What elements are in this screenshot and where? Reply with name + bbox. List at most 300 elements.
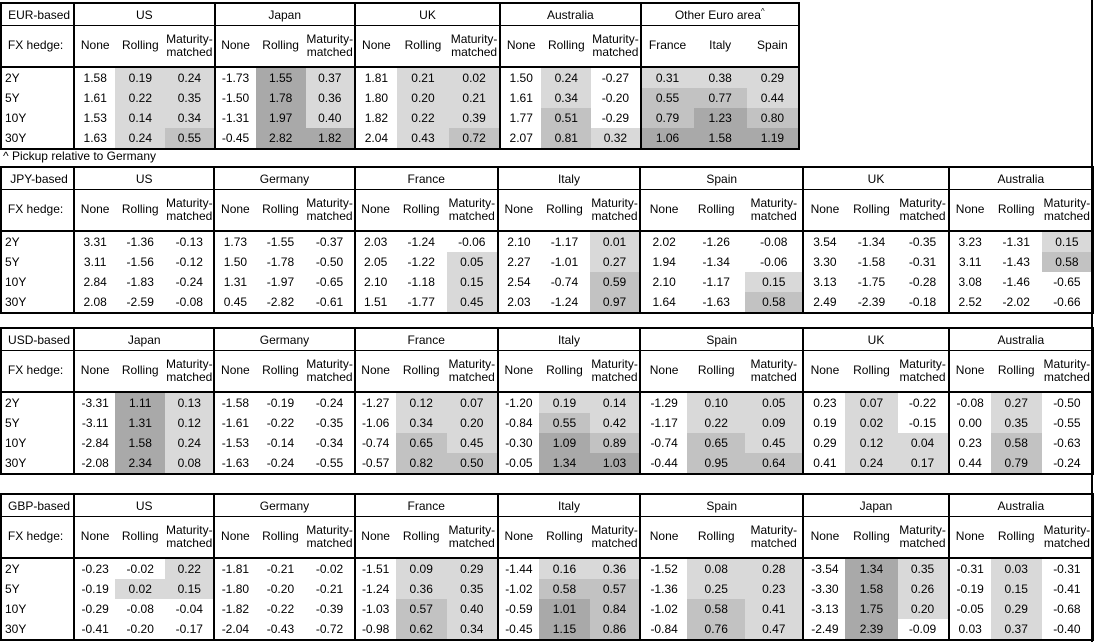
value-cell: 0.17 — [898, 453, 949, 474]
value-cell: 0.89 — [590, 433, 640, 453]
value-cell: 2.10 — [640, 272, 687, 292]
value-cell: 0.12 — [165, 413, 214, 433]
value-cell: -0.74 — [640, 433, 687, 453]
value-cell: 0.40 — [306, 108, 355, 128]
base-label: GBP-based — [1, 494, 74, 517]
value-cell: 0.09 — [745, 413, 803, 433]
value-cell: 0.32 — [591, 128, 640, 149]
tenor-row-label: 30Y — [5, 295, 27, 309]
hedge-col-header: Maturity-matched — [590, 351, 640, 393]
value-cell: -0.08 — [949, 392, 991, 413]
value-cell: 1.31 — [214, 272, 255, 292]
value-cell: -0.13 — [165, 231, 214, 252]
value-cell: 0.29 — [803, 433, 845, 453]
value-cell: 0.44 — [747, 88, 799, 108]
value-cell: 0.22 — [397, 108, 449, 128]
tenor-row-label: 30Y — [5, 131, 27, 145]
value-cell: 1.31 — [115, 413, 165, 433]
value-cell: 1.58 — [845, 579, 897, 599]
value-cell: 0.27 — [590, 252, 640, 272]
value-cell: 0.45 — [447, 292, 498, 313]
tenor-row-label: 5Y — [5, 582, 20, 596]
hedge-col-header: None — [355, 351, 396, 393]
tenor-row-label: 30Y — [5, 622, 27, 636]
value-cell: -0.31 — [898, 252, 949, 272]
value-cell: 0.15 — [991, 579, 1042, 599]
hedge-col-header: None — [640, 517, 687, 559]
value-cell: -0.18 — [898, 292, 949, 313]
value-cell: -1.55 — [255, 231, 305, 252]
value-cell: 0.47 — [745, 619, 803, 640]
tenor-row-label: 2Y — [5, 396, 20, 410]
value-cell: 0.45 — [214, 292, 255, 313]
value-cell: 1.11 — [115, 392, 165, 413]
hedge-col-header: Maturity-matched — [745, 351, 803, 393]
value-cell: 0.24 — [541, 67, 591, 88]
value-cell: -0.08 — [115, 599, 165, 619]
value-cell: -0.22 — [898, 392, 949, 413]
hedge-col-header: None — [803, 190, 845, 232]
value-cell: -0.35 — [898, 231, 949, 252]
footnote: ^ Pickup relative to Germany — [3, 149, 157, 163]
country-header: US — [74, 3, 214, 26]
fx-hedge-label: FX hedge: — [1, 351, 74, 393]
value-cell: 0.07 — [845, 392, 897, 413]
value-cell: 1.34 — [845, 558, 897, 579]
tenor-row-label: 10Y — [5, 602, 27, 616]
hedge-col-header: Maturity-matched — [745, 190, 803, 232]
hedge-col-header: Maturity-matched — [898, 351, 949, 393]
value-cell: 0.34 — [447, 619, 498, 640]
value-cell: -1.24 — [396, 231, 447, 252]
value-cell: 1.19 — [747, 128, 799, 149]
value-cell: 3.54 — [803, 231, 845, 252]
value-cell: 0.26 — [898, 579, 949, 599]
value-cell: 1.15 — [539, 619, 590, 640]
value-cell: 3.11 — [949, 252, 991, 272]
value-cell: 1.51 — [355, 292, 396, 313]
value-cell: -0.19 — [949, 579, 991, 599]
hedge-col-header: Rolling — [539, 190, 590, 232]
value-cell: 0.14 — [115, 108, 165, 128]
value-cell: 0.86 — [590, 619, 640, 640]
country-header: Spain — [640, 328, 803, 351]
value-cell: 0.00 — [949, 413, 991, 433]
value-cell: 0.57 — [590, 579, 640, 599]
value-cell: -0.59 — [498, 599, 539, 619]
value-cell: 0.36 — [396, 579, 447, 599]
value-cell: 0.02 — [115, 579, 165, 599]
country-header: US — [74, 167, 214, 190]
value-cell: -1.29 — [640, 392, 687, 413]
value-cell: -0.19 — [255, 392, 305, 413]
value-cell: 1.23 — [694, 108, 747, 128]
value-cell: -0.37 — [305, 231, 354, 252]
hedge-col-header: Maturity-matched — [1042, 517, 1093, 559]
country-header: Germany — [214, 494, 354, 517]
hedge-col-header: None — [74, 190, 115, 232]
hedge-col-header: Rolling — [397, 26, 449, 68]
hedge-col-header: Rolling — [255, 190, 305, 232]
value-cell: 0.57 — [396, 599, 447, 619]
value-cell: 0.43 — [397, 128, 449, 149]
table-row — [1, 252, 1093, 272]
country-header: Japan — [803, 494, 948, 517]
value-cell: 1.82 — [355, 108, 397, 128]
value-cell: 0.15 — [745, 272, 803, 292]
hedge-col-header: None — [949, 190, 991, 232]
value-cell: 1.09 — [539, 433, 590, 453]
hedge-col-header: None — [214, 351, 255, 393]
hedge-col-header: Maturity-matched — [447, 190, 498, 232]
country-header: Italy — [498, 494, 640, 517]
value-cell: 0.59 — [590, 272, 640, 292]
value-cell: -0.20 — [115, 619, 165, 640]
hedge-col-header: Rolling — [991, 517, 1042, 559]
value-cell: 1.50 — [214, 252, 255, 272]
value-cell: -0.06 — [447, 231, 498, 252]
tenor-row-label: 10Y — [5, 111, 27, 125]
value-cell: -0.41 — [74, 619, 115, 640]
tenor-row-label: 2Y — [5, 235, 20, 249]
value-cell: 1.06 — [641, 128, 694, 149]
hedge-col-header: Maturity-matched — [590, 190, 640, 232]
value-cell: -1.73 — [215, 67, 256, 88]
value-cell: -1.01 — [539, 252, 590, 272]
value-cell: -0.45 — [215, 128, 256, 149]
value-cell: -0.02 — [115, 558, 165, 579]
value-cell: 0.50 — [447, 453, 498, 474]
value-cell: 3.08 — [949, 272, 991, 292]
base-label: JPY-based — [1, 167, 74, 190]
value-cell: -3.54 — [803, 558, 845, 579]
value-cell: 0.35 — [991, 413, 1042, 433]
value-cell: 0.20 — [397, 88, 449, 108]
value-cell: -1.43 — [991, 252, 1042, 272]
value-cell: 0.81 — [541, 128, 591, 149]
country-header: Spain — [640, 494, 803, 517]
value-cell: 0.58 — [687, 599, 745, 619]
table-row — [1, 108, 799, 128]
value-cell: 0.41 — [745, 599, 803, 619]
value-cell: 2.82 — [256, 128, 306, 149]
hedge-col-header: Maturity-matched — [898, 517, 949, 559]
value-cell: 0.22 — [687, 413, 745, 433]
value-cell: 2.49 — [803, 292, 845, 313]
value-cell: -0.08 — [165, 292, 214, 313]
value-cell: -0.08 — [745, 231, 803, 252]
value-cell: 0.08 — [687, 558, 745, 579]
value-cell: -0.68 — [1042, 599, 1093, 619]
value-cell: -0.23 — [74, 558, 115, 579]
value-cell: 0.12 — [396, 392, 447, 413]
country-header: Italy — [498, 328, 640, 351]
value-cell: 0.21 — [397, 67, 449, 88]
hedge-col-header: Maturity-matched — [165, 26, 214, 68]
value-cell: -1.24 — [355, 579, 396, 599]
value-cell: 1.82 — [306, 128, 355, 149]
value-cell: 0.45 — [447, 433, 498, 453]
hedge-col-header: Rolling — [687, 517, 745, 559]
value-cell: 0.23 — [949, 433, 991, 453]
value-cell: -0.50 — [1042, 392, 1093, 413]
value-cell: 2.52 — [949, 292, 991, 313]
value-cell: 0.29 — [447, 558, 498, 579]
footnote-marker: ^ — [760, 6, 765, 16]
value-cell: 0.84 — [590, 599, 640, 619]
value-cell: -1.27 — [355, 392, 396, 413]
value-cell: 0.29 — [747, 67, 799, 88]
value-cell: 0.19 — [539, 392, 590, 413]
hedge-col-header: Rolling — [115, 517, 165, 559]
country-header: France — [355, 328, 498, 351]
tenor-row-label: 10Y — [5, 275, 27, 289]
hedge-col-header: Rolling — [687, 190, 745, 232]
value-cell: 0.03 — [949, 619, 991, 640]
value-cell: -0.06 — [745, 252, 803, 272]
value-cell: 0.62 — [396, 619, 447, 640]
value-cell: 0.35 — [447, 579, 498, 599]
value-cell: 0.08 — [165, 453, 214, 474]
tenor-row-label: 5Y — [5, 91, 20, 105]
value-cell: -0.72 — [305, 619, 354, 640]
value-cell: 0.72 — [449, 128, 500, 149]
value-cell: 0.45 — [745, 433, 803, 453]
country-header: UK — [355, 3, 500, 26]
value-cell: 2.10 — [355, 272, 396, 292]
value-cell: 0.16 — [539, 558, 590, 579]
value-cell: -1.24 — [539, 292, 590, 313]
value-cell: -1.26 — [687, 231, 745, 252]
value-cell: 1.73 — [214, 231, 255, 252]
table-row — [1, 392, 1093, 413]
value-cell: 1.75 — [845, 599, 897, 619]
value-cell: -1.36 — [640, 579, 687, 599]
value-cell: 1.78 — [256, 88, 306, 108]
value-cell: 0.64 — [745, 453, 803, 474]
value-cell: -1.78 — [255, 252, 305, 272]
value-cell: 0.37 — [991, 619, 1042, 640]
value-cell: -1.63 — [214, 453, 255, 474]
hedge-col-header: Rolling — [539, 351, 590, 393]
value-cell: -0.24 — [165, 272, 214, 292]
tenor-row-label: 10Y — [5, 436, 27, 450]
value-cell: -0.09 — [898, 619, 949, 640]
hedge-col-header: Rolling — [687, 351, 745, 393]
table-row — [1, 67, 799, 88]
hedge-col-header: None — [74, 517, 115, 559]
value-cell: -1.58 — [214, 392, 255, 413]
country-header: UK — [803, 328, 948, 351]
value-cell: 1.53 — [74, 108, 115, 128]
value-cell: -1.53 — [214, 433, 255, 453]
value-cell: 0.24 — [115, 128, 165, 149]
value-cell: -1.02 — [640, 599, 687, 619]
value-cell: 0.27 — [991, 392, 1042, 413]
value-cell: -0.55 — [305, 453, 354, 474]
value-cell: 1.64 — [640, 292, 687, 313]
value-cell: -0.50 — [305, 252, 354, 272]
value-cell: -1.06 — [355, 413, 396, 433]
value-cell: -0.40 — [1042, 619, 1093, 640]
hedge-col-header: None — [498, 517, 539, 559]
value-cell: 0.24 — [845, 453, 897, 474]
value-cell: -0.30 — [498, 433, 539, 453]
hedge-col-header: Maturity-matched — [165, 517, 214, 559]
table-row — [1, 128, 799, 149]
hedge-col-header: Rolling — [115, 190, 165, 232]
country-header: France — [355, 494, 498, 517]
value-cell: -0.98 — [355, 619, 396, 640]
value-cell: 1.61 — [500, 88, 541, 108]
hedge-col-header: Italy — [694, 26, 747, 68]
value-cell: 0.20 — [898, 599, 949, 619]
value-cell: -0.28 — [898, 272, 949, 292]
hedge-col-header: Maturity-matched — [590, 517, 640, 559]
usd-based-table — [0, 327, 1094, 475]
value-cell: 0.82 — [396, 453, 447, 474]
value-cell: -0.24 — [1042, 453, 1093, 474]
value-cell: 1.55 — [256, 67, 306, 88]
hedge-col-header: Rolling — [115, 26, 165, 68]
value-cell: 1.81 — [355, 67, 397, 88]
tenor-row-label: 5Y — [5, 255, 20, 269]
tenor-row-label: 2Y — [5, 562, 20, 576]
value-cell: 0.22 — [115, 88, 165, 108]
hedge-col-header: None — [500, 26, 541, 68]
hedge-col-header: None — [498, 351, 539, 393]
value-cell: -0.19 — [74, 579, 115, 599]
value-cell: 1.58 — [74, 67, 115, 88]
table-row — [1, 453, 1093, 474]
value-cell: -1.34 — [687, 252, 745, 272]
value-cell: 2.08 — [74, 292, 115, 313]
value-cell: -1.03 — [355, 599, 396, 619]
value-cell: -0.27 — [591, 67, 640, 88]
country-header: Australia — [949, 494, 1093, 517]
value-cell: 1.63 — [74, 128, 115, 149]
value-cell: 0.55 — [165, 128, 214, 149]
hedge-col-header: Rolling — [255, 351, 305, 393]
table-row — [1, 231, 1093, 252]
value-cell: 0.24 — [165, 433, 214, 453]
hedge-col-header: Maturity-matched — [305, 351, 354, 393]
hedge-col-header: None — [214, 190, 255, 232]
hedge-col-header: None — [949, 351, 991, 393]
value-cell: 0.19 — [803, 413, 845, 433]
hedge-col-header: Rolling — [991, 190, 1042, 232]
hedge-col-header: Rolling — [539, 517, 590, 559]
table-row — [1, 599, 1093, 619]
value-cell: -0.17 — [165, 619, 214, 640]
value-cell: 1.58 — [694, 128, 747, 149]
value-cell: 0.58 — [991, 433, 1042, 453]
hedge-col-header: Maturity-matched — [449, 26, 500, 68]
value-cell: 2.39 — [845, 619, 897, 640]
value-cell: -2.59 — [115, 292, 165, 313]
fx-hedge-label: FX hedge: — [1, 190, 74, 232]
value-cell: 0.58 — [539, 579, 590, 599]
value-cell: -1.31 — [215, 108, 256, 128]
value-cell: -0.29 — [74, 599, 115, 619]
value-cell: -1.31 — [991, 231, 1042, 252]
value-cell: 2.10 — [498, 231, 539, 252]
value-cell: -1.34 — [845, 231, 897, 252]
hedge-col-header: None — [355, 190, 396, 232]
value-cell: 0.10 — [687, 392, 745, 413]
value-cell: -0.05 — [949, 599, 991, 619]
hedge-col-header: Maturity-matched — [305, 517, 354, 559]
value-cell: 0.55 — [641, 88, 694, 108]
value-cell: 0.05 — [745, 392, 803, 413]
country-header: Japan — [74, 328, 214, 351]
value-cell: 1.58 — [115, 433, 165, 453]
value-cell: 2.02 — [640, 231, 687, 252]
table-row — [1, 292, 1093, 313]
hedge-col-header: None — [355, 26, 397, 68]
country-header: UK — [803, 167, 948, 190]
hedge-col-header: Rolling — [115, 351, 165, 393]
value-cell: -0.14 — [255, 433, 305, 453]
value-cell: 2.07 — [500, 128, 541, 149]
value-cell: 0.38 — [694, 67, 747, 88]
value-cell: -0.22 — [255, 413, 305, 433]
value-cell: -2.82 — [255, 292, 305, 313]
value-cell: -2.49 — [803, 619, 845, 640]
value-cell: -0.22 — [255, 599, 305, 619]
hedge-col-header: None — [74, 26, 115, 68]
value-cell: 2.27 — [498, 252, 539, 272]
value-cell: 0.44 — [949, 453, 991, 474]
value-cell: 0.35 — [165, 88, 214, 108]
hedge-col-header: Rolling — [541, 26, 591, 68]
value-cell: 0.36 — [590, 558, 640, 579]
value-cell: 0.19 — [115, 67, 165, 88]
value-cell: 0.29 — [991, 599, 1042, 619]
country-header: Australia — [500, 3, 640, 26]
value-cell: -1.58 — [845, 252, 897, 272]
value-cell: 3.23 — [949, 231, 991, 252]
hedge-col-header: None — [215, 26, 256, 68]
value-cell: -0.12 — [165, 252, 214, 272]
hedge-col-header: Rolling — [845, 517, 897, 559]
hedge-col-header: Rolling — [845, 190, 897, 232]
value-cell: -0.43 — [255, 619, 305, 640]
value-cell: -0.39 — [305, 599, 354, 619]
tenor-row-label: 2Y — [5, 71, 20, 85]
value-cell: -2.84 — [74, 433, 115, 453]
value-cell: -0.57 — [355, 453, 396, 474]
value-cell: -0.63 — [1042, 433, 1093, 453]
value-cell: -2.39 — [845, 292, 897, 313]
value-cell: -0.65 — [1042, 272, 1093, 292]
value-cell: -0.04 — [165, 599, 214, 619]
value-cell: -0.21 — [305, 579, 354, 599]
value-cell: -0.24 — [305, 392, 354, 413]
hedge-col-header: None — [640, 351, 687, 393]
value-cell: 0.15 — [165, 579, 214, 599]
hedge-col-header: None — [214, 517, 255, 559]
hedge-col-header: Maturity-matched — [1042, 351, 1093, 393]
value-cell: 0.24 — [165, 67, 214, 88]
value-cell: -1.77 — [396, 292, 447, 313]
value-cell: -1.75 — [845, 272, 897, 292]
country-header: Japan — [215, 3, 355, 26]
value-cell: 0.23 — [745, 579, 803, 599]
value-cell: -0.74 — [355, 433, 396, 453]
value-cell: 0.15 — [447, 272, 498, 292]
value-cell: 1.77 — [500, 108, 541, 128]
